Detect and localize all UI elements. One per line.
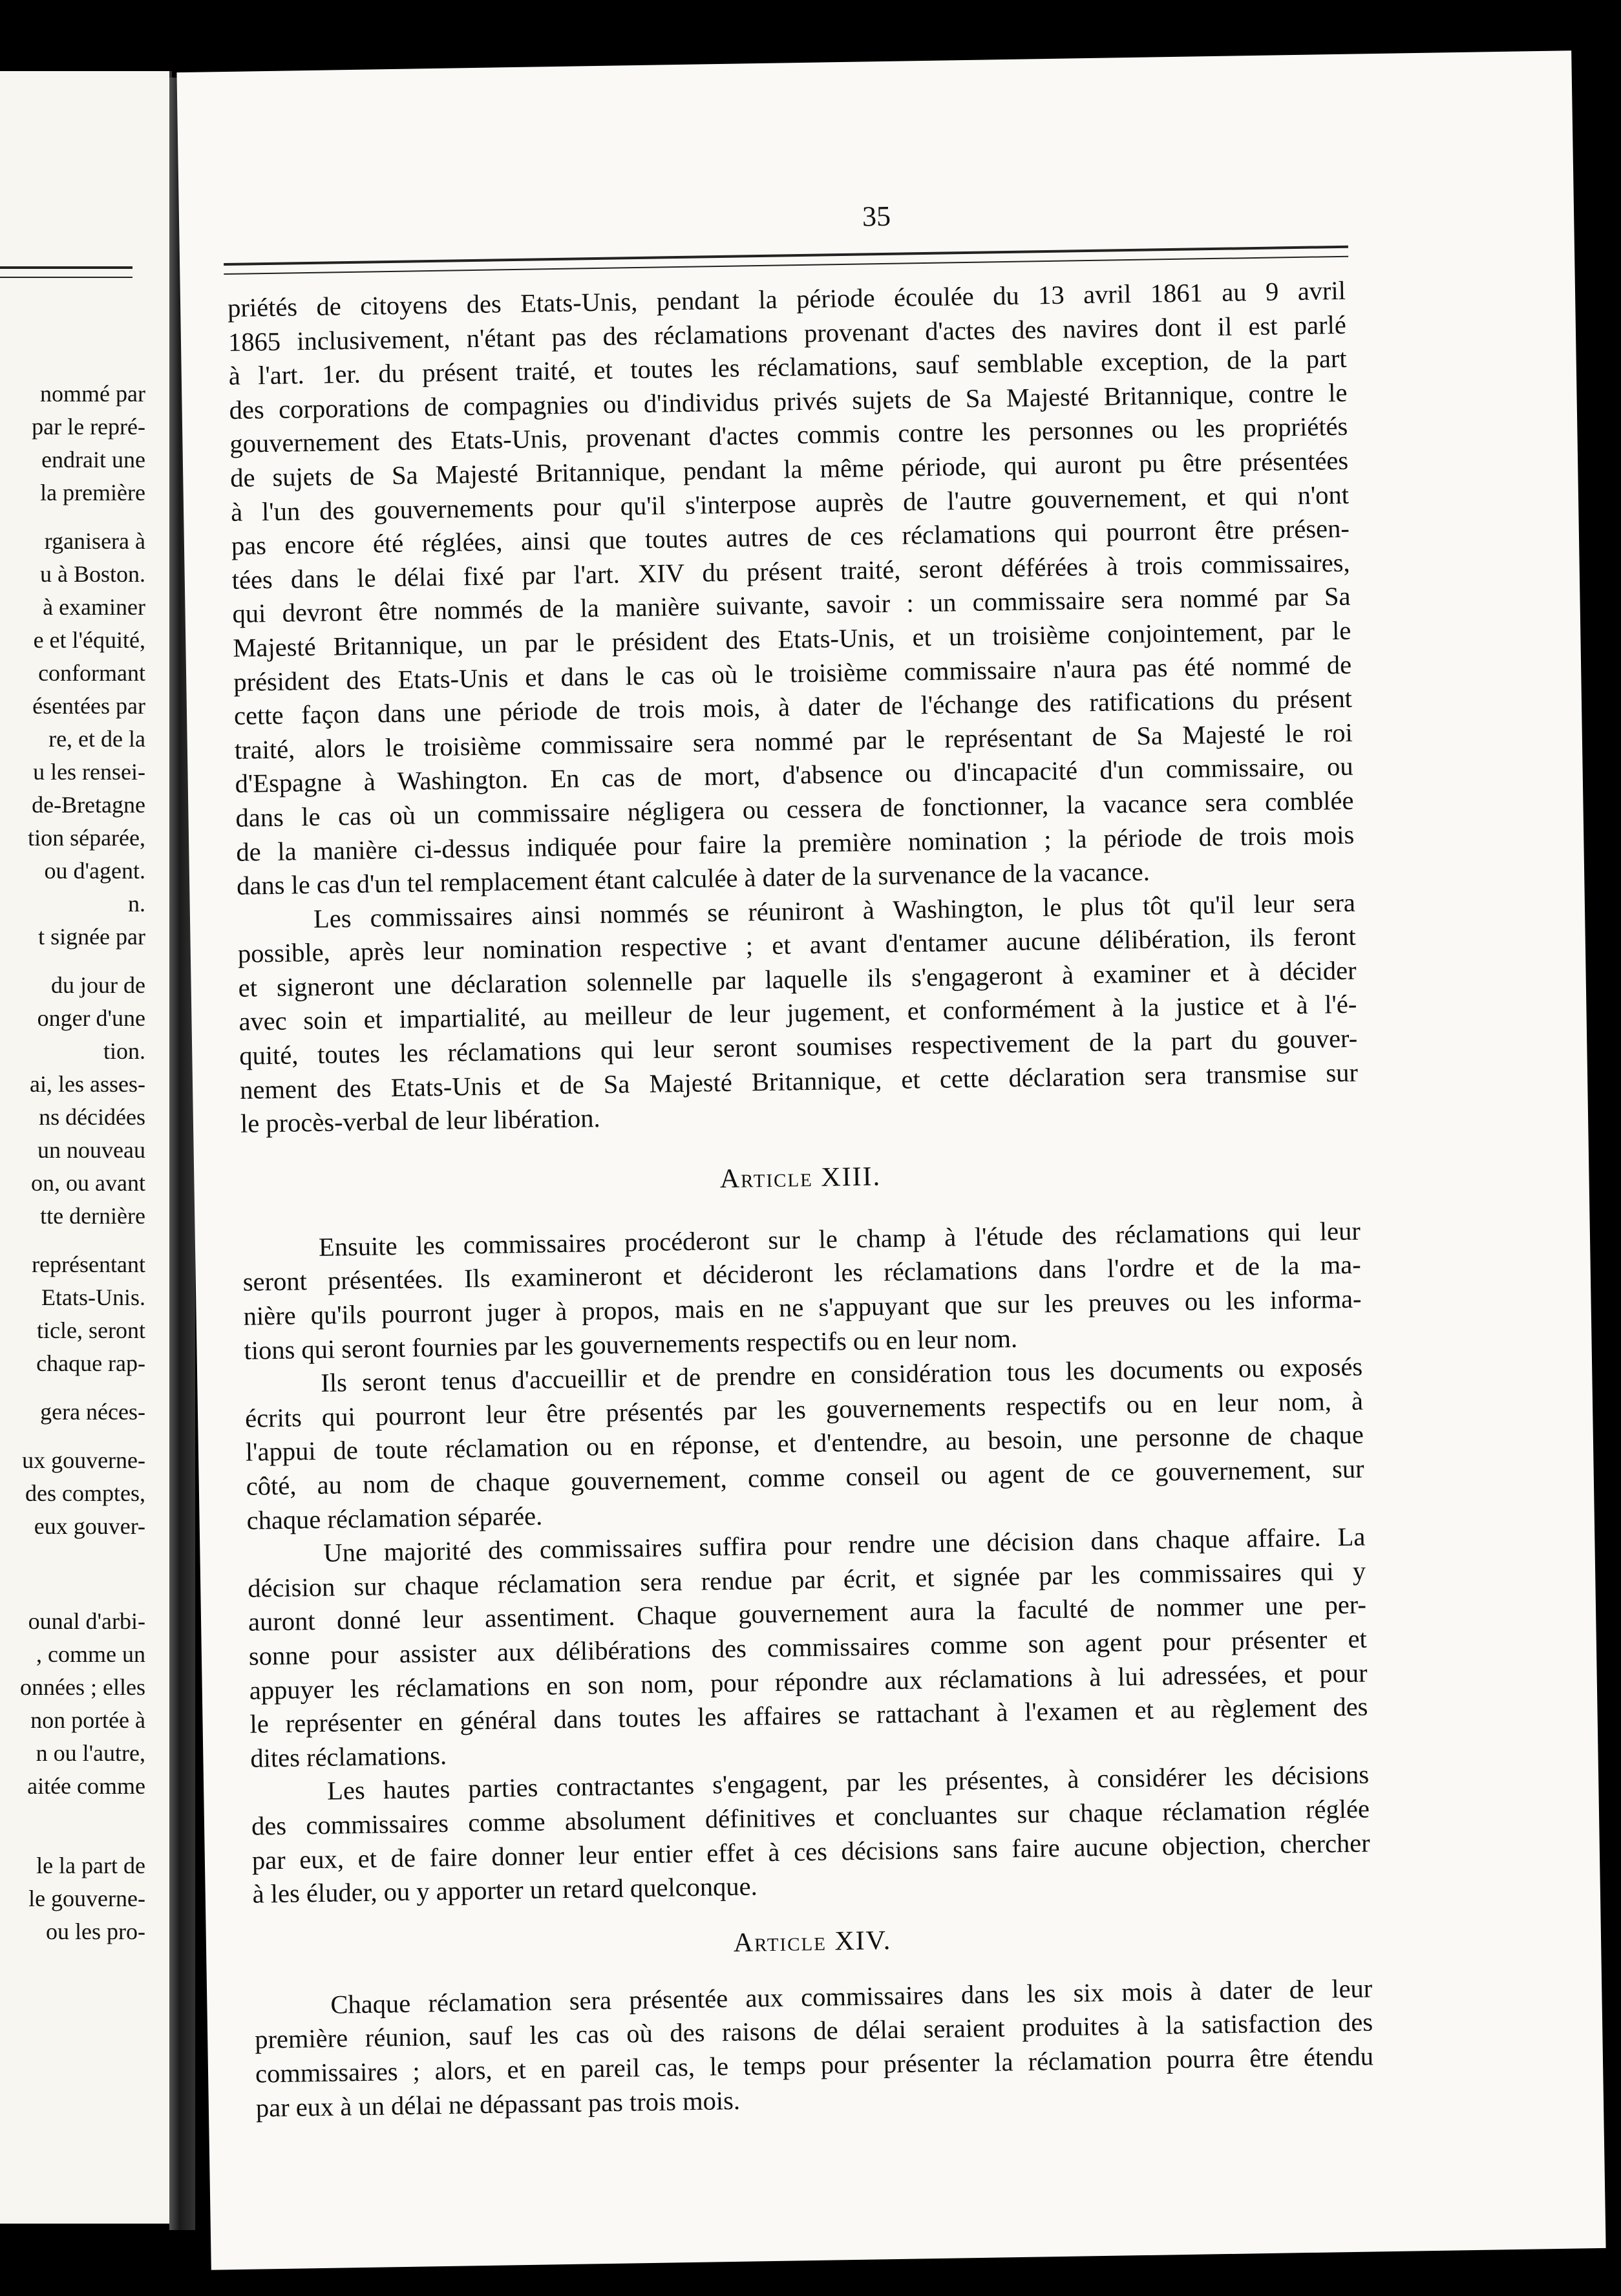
text-line: quité, toutes les réclamations qui leur seront soumises respectivement de la part du gouver- — [238, 1023, 1358, 1070]
left-text-line: on, ou avant — [31, 1170, 145, 1196]
left-text-line: des comptes, — [25, 1480, 145, 1506]
text-line: priétés de citoyens des Etats-Unis, pendant la période écoulée du 13 avril 1861 au 9 avril — [227, 275, 1346, 323]
text-line: traité, alors le troisième commissaire sera nommé par le représentant de Sa Majesté le roi — [234, 717, 1353, 765]
text-line: avec soin et impartialité, au meilleur de leur jugement, et conformément à la justice et à l'é- — [238, 990, 1357, 1037]
left-text-line: du jour de — [51, 972, 145, 998]
text-line: gouvernement des Etats-Unis, provenant d'actes commis contre les personnes ou les propriétés — [229, 412, 1348, 459]
left-text-line: onnées ; elles — [20, 1674, 145, 1700]
paragraph — [254, 1972, 1374, 2125]
text-line: à l'art. 1er. du présent traité, et toutes les réclamations, sauf semblable exception, de la part — [228, 343, 1347, 391]
left-header-rule — [0, 266, 132, 269]
text-line: 1865 inclusivement, n'étant pas des réclamations provenant d'actes des navires dont il est parlé — [228, 310, 1347, 357]
text-line: dites réclamations. — [250, 1740, 447, 1773]
left-text-line: eux gouver- — [34, 1513, 145, 1539]
left-text-line: à examiner — [43, 594, 145, 620]
left-text-line: par le repré- — [32, 414, 145, 440]
left-text-line: gera néces- — [40, 1399, 145, 1425]
text-line: et signeront une déclaration solennelle par laquelle ils s'engageront à examiner et à décider — [238, 955, 1357, 1003]
header-rule — [224, 246, 1348, 266]
left-text-line: Etats-Unis. — [41, 1284, 145, 1310]
paragraph — [244, 1350, 1365, 1538]
text-line: à l'un des gouvernements pour qu'il s'interpose auprès de l'autre gouvernement, et qui n'ont — [230, 480, 1350, 527]
left-text-line — [0, 1558, 145, 1574]
left-text-line: n ou l'autre, — [36, 1740, 145, 1766]
left-text-line: endrait une — [41, 447, 145, 473]
text-line: à les éluder, ou y apporter un retard quelconque. — [252, 1871, 758, 1909]
left-text-line: , comme un — [36, 1641, 145, 1667]
text-line: tions qui seront fournies par les gouvernements respectifs ou en leur nom. — [244, 1323, 1018, 1365]
text-line: d'Espagne à Washington. En cas de mort, d'absence ou d'incapacité d'un commissaire, ou — [235, 752, 1353, 799]
text-line: tées dans le délai fixé par l'art. XIV du présent traité, seront déférées à trois commissaires, — [231, 547, 1350, 595]
left-text-line: la première — [40, 480, 145, 505]
page-number: 35 — [862, 200, 891, 233]
left-text-line — [0, 1543, 145, 1558]
article-heading: Article XIII. — [719, 1162, 882, 1195]
left-header-rule-thin — [0, 277, 132, 278]
left-text-line — [0, 1574, 145, 1589]
text-line: Ensuite les commissaires procéderont sur le champ à l'étude des réclamations qui leur — [318, 1216, 1361, 1262]
left-text-line — [0, 509, 145, 525]
header-rule-thin — [224, 256, 1348, 275]
left-text-line: ounal d'arbi- — [28, 1608, 145, 1634]
left-page-text — [0, 377, 145, 1948]
left-text-line: ux gouverne- — [22, 1447, 145, 1473]
text-line: cette façon dans une période de trois mois, à dater de l'échange des ratifications du présent — [233, 683, 1353, 731]
text-line: pas encore été réglées, ainsi que toutes autres de ces réclamations qui pourront être présen- — [231, 513, 1350, 561]
text-line: qui devront être nommés de la manière suivante, savoir : un commissaire sera nommé par Sa — [232, 582, 1351, 629]
text-line: par eux, et de faire donner leur entier effet à ces décisions sans faire aucune objection, chercher — [251, 1828, 1371, 1875]
left-text-line: le la part de — [36, 1853, 145, 1878]
text-line: auront donné leur assentiment. Chaque gouvernement aura la faculté de nommer une per- — [248, 1589, 1367, 1637]
left-facing-page — [0, 71, 172, 2224]
left-text-line — [0, 1803, 145, 1818]
text-line: nement des Etats-Unis et de Sa Majesté Britannique, et cette déclaration sera transmise sur — [239, 1058, 1359, 1105]
left-text-line: non portée à — [30, 1707, 145, 1733]
paragraph — [247, 1520, 1369, 1776]
left-text-line: aitée comme — [27, 1773, 145, 1799]
left-text-line: conformant — [38, 660, 145, 686]
text-line: de la manière ci-dessus indiquée pour faire la première nomination ; la période de trois mois — [236, 820, 1355, 867]
left-text-line: le gouverne- — [28, 1886, 145, 1911]
text-line: président des Etats-Unis et dans le cas où le troisième commissaire n'aura pas été nommé de — [233, 650, 1352, 697]
text-line: dans le cas où un commissaire négligera ou cessera de fonctionner, la vacance sera comblée — [235, 785, 1354, 833]
left-text-line: t signée par — [38, 924, 145, 950]
text-line: Ils seront tenus d'accueillir et de prendre en considération tous les documents ou exposés — [320, 1352, 1363, 1398]
document-page — [176, 50, 1605, 2269]
left-text-line — [0, 953, 145, 969]
body-text — [228, 274, 1374, 2125]
left-text-line: ai, les asses- — [30, 1071, 145, 1097]
text-line: nière qu'ils pourront juger à propos, mais en ne s'appuyant que sur les preuves ou les informa- — [243, 1284, 1362, 1331]
text-line: côté, au nom de chaque gouvernement, comme conseil ou agent de ce gouvernement, sur — [246, 1454, 1364, 1501]
text-line: Chaque réclamation sera présentée aux commissaires dans les six mois à dater de leur — [330, 1973, 1373, 2019]
text-line: possible, après leur nomination respective ; et avant d'entamer aucune délibération, ils feront — [237, 921, 1356, 969]
paragraph — [251, 1758, 1371, 1912]
left-text-line — [0, 1380, 145, 1396]
text-line: écrits qui pourront leur être présentés par les gouvernements respectifs ou en leur nom, à — [244, 1386, 1364, 1433]
text-line: Les commissaires ainsi nommés se réuniront à Washington, le plus tôt qu'il leur sera — [313, 888, 1356, 933]
left-text-line: ésentées par — [32, 693, 145, 719]
left-text-line — [0, 1834, 145, 1849]
left-text-line: onger d'une — [37, 1005, 145, 1031]
text-line: l'appui de toute réclamation ou en réponse, et d'entendre, au besoin, une personne de chaque — [245, 1419, 1364, 1467]
left-text-line: tte dernière — [40, 1203, 145, 1229]
left-text-line: nommé par — [40, 381, 145, 407]
left-text-line: un nouveau — [37, 1137, 145, 1163]
left-text-line: tion séparée, — [28, 825, 145, 851]
text-line: de sujets de Sa Majesté Britannique, pendant la même période, qui auront pu être présentées — [229, 445, 1349, 493]
left-text-line: ou les pro- — [46, 1919, 145, 1944]
paragraph — [242, 1214, 1362, 1368]
left-text-line: ns décidées — [39, 1104, 145, 1130]
left-text-line: u à Boston. — [39, 561, 145, 587]
text-line: commissaires ; alors, et en pareil cas, le temps pour présenter la réclamation pourra être étendu — [255, 2041, 1374, 2089]
paragraph — [228, 274, 1355, 904]
left-text-line: rganisera à — [44, 528, 145, 554]
text-line: le procès-verbal de leur libération. — [240, 1103, 600, 1139]
text-line: dans le cas d'un tel remplacement étant calculée à dater de la survenance de la vacance. — [236, 856, 1150, 900]
text-line: décision sur chaque réclamation sera rendue par écrit, et signée par les commissaires qui y — [247, 1556, 1366, 1603]
text-line: Une majorité des commissaires suffira pour rendre une décision dans chaque affaire. La — [323, 1522, 1366, 1568]
paragraph — [237, 886, 1359, 1141]
text-line: appuyer les réclamations en son nom, pour répondre aux réclamations à lui adressées, et pour — [249, 1658, 1368, 1705]
left-text-line — [0, 1429, 145, 1444]
text-line: des commissaires comme absolument définitives et concluantes sur chaque réclamation réglée — [251, 1794, 1370, 1841]
left-text-line: re, et de la — [48, 726, 145, 752]
text-line: seront présentées. Ils examineront et décideront les réclamations dans l'ordre et de la ma- — [242, 1250, 1361, 1297]
left-text-line: u les rensei- — [33, 759, 145, 785]
article-heading: Article XIV. — [733, 1925, 892, 1958]
left-text-line — [0, 1818, 145, 1834]
text-line: par eux à un délai ne dépassant pas trois mois. — [255, 2085, 741, 2123]
left-text-line: ticle, seront — [37, 1317, 145, 1343]
text-line: chaque réclamation séparée. — [246, 1501, 543, 1535]
left-text-line — [0, 1233, 145, 1248]
text-line: des corporations de compagnies ou d'individus privés sujets de Sa Majesté Britannique, contre le — [229, 377, 1348, 425]
left-text-line — [0, 1589, 145, 1605]
text-line: Majesté Britannique, un par le président des Etats-Unis, et un troisième conjointement, par le — [233, 615, 1351, 663]
left-text-line: chaque rap- — [36, 1350, 145, 1376]
left-text-line: e et l'équité, — [33, 627, 145, 653]
text-line: le représenter en général dans toutes les affaires se rattachant à l'examen et au règlement des — [249, 1692, 1368, 1739]
left-text-line: représentant — [32, 1251, 145, 1277]
left-text-line: de-Bretagne — [32, 792, 145, 818]
text-line: première réunion, sauf les cas où des raisons de délai seraient produites à la satisfaction des — [254, 2007, 1373, 2054]
left-text-line: tion. — [103, 1038, 145, 1064]
left-text-line: n. — [128, 891, 145, 917]
left-text-line: ou d'agent. — [44, 858, 145, 884]
text-line: sonne pour assister aux délibérations des commissaires comme son agent pour présenter et — [248, 1624, 1368, 1671]
text-line: Les hautes parties contractantes s'engagent, par les présentes, à considérer les décisions — [326, 1759, 1370, 1806]
